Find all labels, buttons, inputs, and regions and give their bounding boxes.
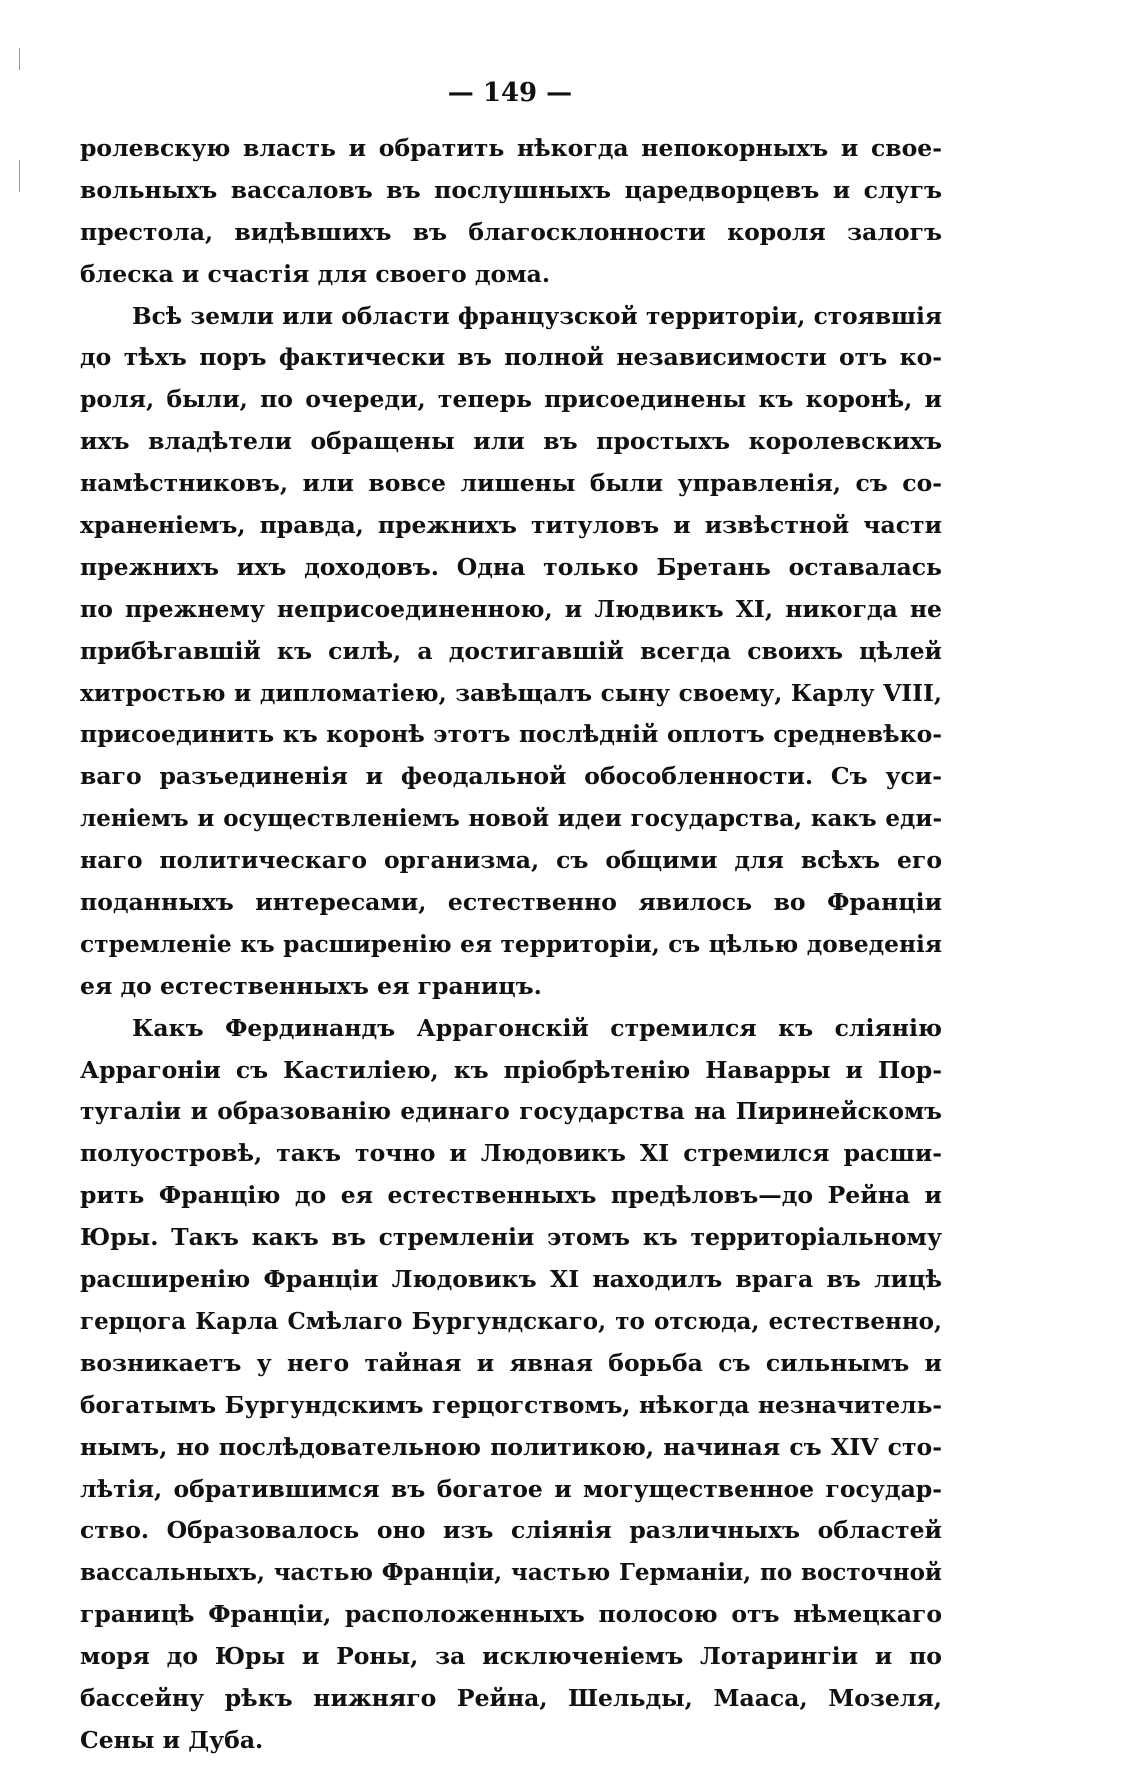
body-text [80, 128, 942, 1762]
paragraph-3 [80, 1008, 942, 1762]
text-line: ея до естественныхъ ея границъ. [80, 971, 542, 1000]
text-line: Сены и Дуба. [80, 1725, 264, 1754]
text-line: хитростью и дипломатіею, завѣщалъ сыну своему, Карлу VIII, [80, 679, 942, 707]
text-line: нымъ, но послѣдовательною политикою, начиная съ XIV сто- [80, 1432, 942, 1461]
text-line: моря до Юры и Роны, за исключеніемъ Лотарингіи и по [80, 1642, 942, 1671]
text-line: ролевскую власть и обратить нѣкогда непокорныхъ и свое- [80, 134, 942, 162]
text-line: расширенію Франціи Людовикъ XI находилъ врага въ лицѣ [80, 1265, 942, 1294]
text-line: богатымъ Бургундскимъ герцогствомъ, нѣкогда незначитель- [80, 1391, 942, 1419]
text-line: прежнихъ ихъ доходовъ. Одна только Бретань оставалась [80, 552, 942, 581]
text-line: по прежнему неприсоединенною, и Людвикъ XI, никогда не [80, 594, 942, 623]
text-line: границѣ Франціи, расположенныхъ полосою отъ нѣмецкаго [80, 1600, 942, 1629]
text-line: стремленіе къ расширенію ея территоріи, съ цѣлью доведенія [80, 930, 942, 958]
text-line: ваго разъединенія и феодальной обособленности. Съ уси- [80, 762, 942, 791]
text-line: храненіемъ, правда, прежнихъ титуловъ и извѣстной части [80, 511, 942, 540]
text-line: возникаетъ у него тайная и явная борьба съ сильнымъ и [80, 1348, 942, 1377]
paragraph-2 [80, 296, 942, 1008]
text-line: леніемъ и осуществленіемъ новой идеи государства, какъ еди- [80, 805, 942, 833]
text-line: вольныхъ вассаловъ въ послушныхъ царедворцевъ и слугъ [80, 175, 942, 204]
text-line: вассальныхъ, частью Франціи, частью Германіи, по восточной [80, 1559, 942, 1587]
text-line: бассейну рѣкъ нижняго Рейна, Шельды, Мааса, Мозеля, [80, 1683, 942, 1712]
scan-edge-mark [19, 48, 20, 70]
text-line: до тѣхъ поръ фактически въ полной независимости отъ ко- [80, 343, 942, 372]
text-line: наго политическаго организма, съ общими для всѣхъ его [80, 846, 942, 875]
text-line: лѣтія, обратившимся въ богатое и могущественное государ- [80, 1474, 942, 1503]
text-line: присоединить къ коронѣ этотъ послѣдній оплотъ средневѣко- [80, 720, 942, 749]
text-line: герцога Карла Смѣлаго Бургундскаго, то отсюда, естественно, [80, 1307, 942, 1335]
text-line: Какъ Фердинандъ Аррагонскій стремился къ сліянію [132, 1013, 942, 1042]
text-line: ство. Образовалось оно изъ сліянія различныхъ областей [80, 1516, 942, 1545]
text-line: рить Францію до ея естественныхъ предѣловъ—до Рейна и [80, 1181, 942, 1210]
text-line: роля, были, по очереди, теперь присоединены къ коронѣ, и [80, 385, 942, 414]
text-line: намѣстниковъ, или вовсе лишены были управленія, съ со- [80, 469, 942, 498]
text-line: Юры. Такъ какъ въ стремленіи этомъ къ территоріальному [80, 1223, 942, 1252]
text-line: полуостровѣ, такъ точно и Людовикъ XI стремился расши- [80, 1139, 942, 1168]
text-line: Всѣ земли или области французской территоріи, стоявшія [132, 302, 942, 330]
scan-edge-mark [19, 160, 20, 192]
text-line: тугаліи и образованію единаго государства на Пиринейскомъ [80, 1098, 942, 1126]
text-line: прибѣгавшій къ силѣ, а достигавшій всегда своихъ цѣлей [80, 636, 942, 665]
text-line: поданныхъ интересами, естественно явилось во Франціи [80, 888, 942, 917]
text-line: престола, видѣвшихъ въ благосклонности короля залогъ [80, 217, 942, 246]
text-line: ихъ владѣтели обращены или въ простыхъ королевскихъ [80, 427, 942, 456]
text-line: блеска и счастія для своего дома. [80, 259, 551, 288]
paragraph-1 [80, 128, 942, 296]
text-line: Аррагоніи съ Кастиліею, къ пріобрѣтенію Наварры и Пор- [80, 1055, 942, 1084]
page-number: — 149 — [447, 78, 573, 108]
